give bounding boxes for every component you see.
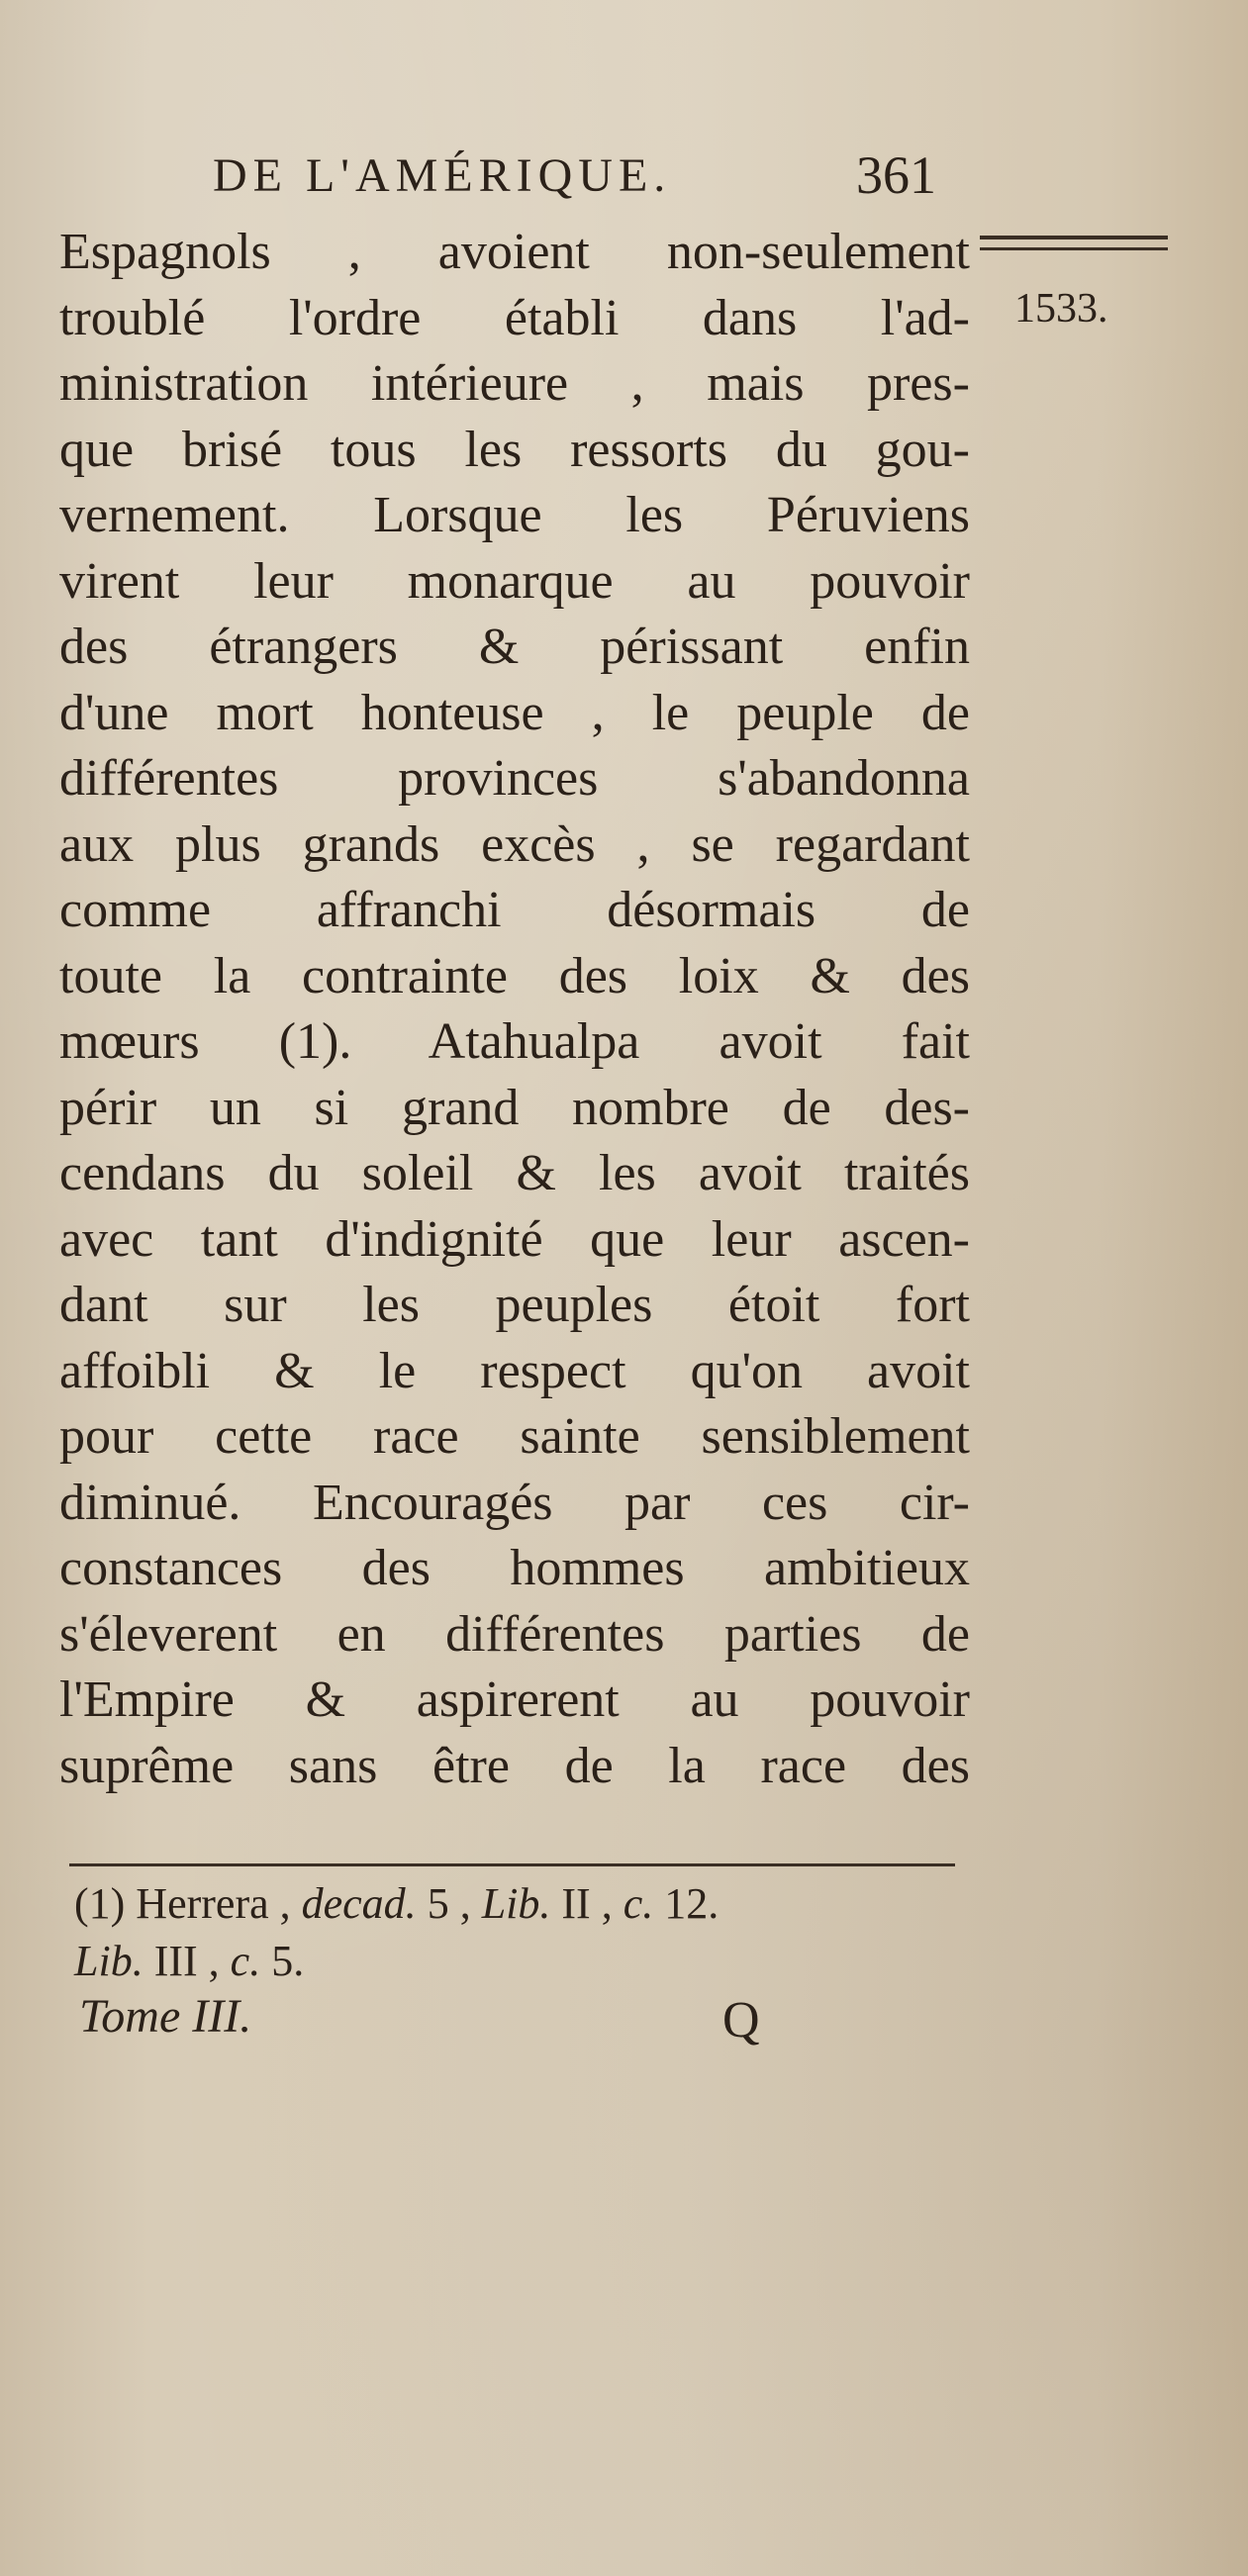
footnote-ref-chapter-2: c. — [230, 1937, 261, 1985]
text-line: Espagnols , avoient non-seulement — [59, 224, 970, 280]
text-line: mœurs (1). Atahualpa avoit fait — [59, 1013, 970, 1070]
signature-mark: Q — [722, 1992, 760, 2049]
text-line: différentes provinces s'abandonna — [59, 750, 970, 807]
footnote-divider — [69, 1863, 955, 1866]
text-line: suprême sans être de la race des — [59, 1737, 970, 1794]
footnote-ref-decad: decad. — [301, 1879, 417, 1928]
text-line: comme affranchi désormais de — [59, 882, 970, 938]
text-line: d'une mort honteuse , le peuple de — [59, 684, 970, 741]
footnote — [74, 1875, 965, 1990]
text-line: périr un si grand nombre de des- — [59, 1079, 970, 1136]
margin-rule-double — [980, 247, 1168, 250]
footnote-lib-number: II , — [561, 1879, 613, 1928]
footnote-ref-chapter: c. — [623, 1879, 654, 1928]
footnote-ref-lib-2: Lib. — [74, 1937, 144, 1985]
text-line: pour cette race sainte sensiblement — [59, 1408, 970, 1465]
text-line: troublé l'ordre établi dans l'ad- — [59, 289, 970, 346]
margin-year-note: 1533. — [1014, 286, 1108, 332]
margin-rule — [980, 236, 1168, 239]
text-line: virent leur monarque au pouvoir — [59, 552, 970, 610]
text-line: constances des hommes ambitieux — [59, 1540, 970, 1596]
text-line: avec tant d'indignité que leur ascen- — [59, 1210, 970, 1268]
text-line: cendans du soleil & les avoit traités — [59, 1145, 970, 1201]
page-number: 361 — [856, 145, 936, 205]
page-header — [213, 139, 1024, 218]
footnote-lib-number-2: III , — [153, 1937, 220, 1985]
footnote-line-1 — [74, 1875, 965, 1933]
main-text-block — [59, 220, 970, 1799]
text-line: toute la contrainte des loix & des — [59, 947, 970, 1004]
text-line: affoibli & le respect qu'on avoit — [59, 1342, 970, 1399]
footnote-ref-lib: Lib. — [481, 1879, 551, 1928]
signature-line — [79, 1989, 831, 2068]
footnote-line-2 — [74, 1933, 965, 1990]
text-line: diminué. Encouragés par ces cir- — [59, 1474, 970, 1531]
text-line: des étrangers & périssant enfin — [59, 619, 970, 675]
volume-label: Tome III. — [79, 1990, 252, 2043]
text-line: ministration intérieure , mais pres- — [59, 355, 970, 412]
footnote-decad-number: 5 , — [427, 1879, 471, 1928]
text-line: dant sur les peuples étoit fort — [59, 1277, 970, 1333]
text-line: aux plus grands excès , se regardant — [59, 815, 970, 873]
footnote-marker: (1) Herrera , — [74, 1879, 291, 1928]
footnote-chapter-number: 12. — [664, 1879, 720, 1928]
footnote-chapter-number-2: 5. — [271, 1937, 305, 1985]
text-line: l'Empire & aspirerent au pouvoir — [59, 1671, 970, 1728]
text-line: vernement. Lorsque les Péruviens — [59, 487, 970, 543]
text-line: s'éleverent en différentes parties de — [59, 1605, 970, 1663]
running-head: DE L'AMÉRIQUE. — [213, 149, 672, 202]
text-line: que brisé tous les ressorts du gou- — [59, 421, 970, 478]
